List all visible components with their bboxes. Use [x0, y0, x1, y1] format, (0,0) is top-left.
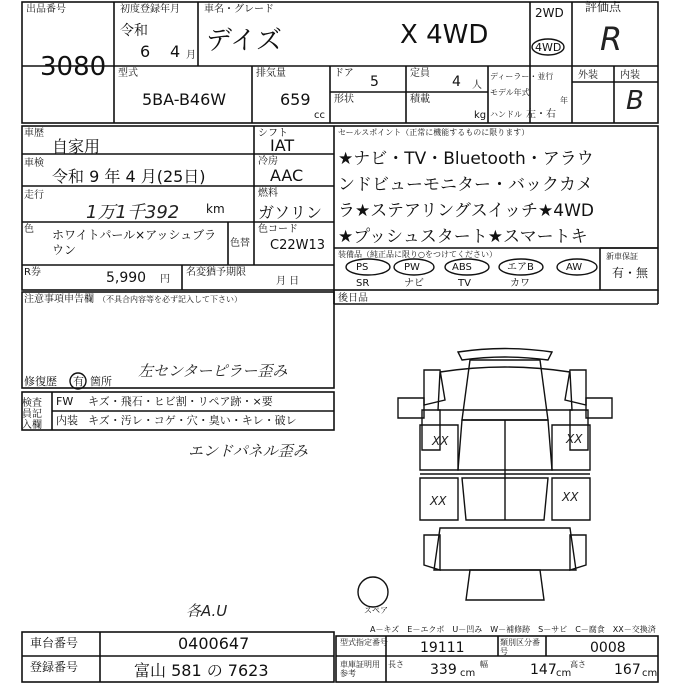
- color: ホワイトパール×アッシュブラウン: [52, 228, 217, 257]
- model-name-label: 車名・グレード: [204, 4, 274, 15]
- fuel-label: 燃料: [258, 188, 278, 199]
- displacement-unit: cc: [314, 110, 325, 121]
- model-code: 5BA-B46W: [142, 90, 227, 109]
- year-unit: 年: [560, 96, 568, 105]
- equip-code-aw: AW: [566, 262, 583, 273]
- notes-label: 注意事項申告欄: [24, 294, 94, 305]
- mileage-unit: km: [206, 202, 225, 216]
- equip-name-leather: カワ: [510, 278, 530, 289]
- chassis-label: 車台番号: [30, 636, 79, 650]
- equip-code-pw: PW: [404, 262, 420, 273]
- model-code-label: 型式: [118, 68, 138, 79]
- interior-label: 内装: [620, 70, 640, 81]
- mileage-label: 走行: [24, 190, 44, 201]
- model-designation: 19111: [420, 640, 465, 656]
- first-reg-month: 4: [170, 42, 181, 61]
- category-label: 類別区分番号: [500, 638, 540, 656]
- displacement: 659: [280, 90, 311, 109]
- fw-items: キズ・飛石・ヒビ割・リペア跡・×要: [88, 395, 273, 408]
- damage-mark: XX: [562, 490, 579, 504]
- first-reg-label: 初度登録年月: [120, 4, 180, 15]
- length: 339: [430, 662, 457, 678]
- usage: 自家用: [52, 137, 101, 156]
- displacement-label: 排気量: [256, 68, 286, 79]
- score: R: [600, 20, 623, 58]
- expiry-label: 名変猶予期限: [186, 267, 246, 278]
- equip-name-sr: SR: [356, 278, 370, 289]
- score-label: 評価点: [585, 0, 622, 14]
- handle-label: ハンドル: [490, 110, 522, 119]
- cert-label: 車庫証明用参考: [340, 660, 380, 678]
- model-designation-label: 型式指定番号: [340, 638, 388, 647]
- new-warranty-label: 新車保証: [606, 252, 638, 261]
- drive-label: 2WD: [535, 6, 564, 20]
- capacity-label: 定員: [410, 68, 430, 79]
- equip-name-navi: ナビ: [404, 278, 424, 289]
- load-label: 積載: [410, 94, 430, 105]
- equip-name-tv: TV: [458, 278, 471, 289]
- usage-label: 車歴: [24, 128, 44, 139]
- selling-point-line-4: ★プッシュスタート★スマートキ: [338, 227, 588, 247]
- interior-inspect-label: 内装: [56, 414, 78, 427]
- car-diagram: [358, 349, 612, 608]
- ac: AAC: [270, 166, 304, 185]
- width-label: 幅: [480, 660, 488, 669]
- fw-label: FW: [56, 395, 74, 408]
- height-label: 高さ: [570, 660, 586, 669]
- lot-number: 3080: [40, 52, 107, 82]
- shape-label: 形状: [334, 94, 354, 105]
- model-name: デイズ: [206, 26, 282, 56]
- handle-value: 左・右: [526, 109, 556, 120]
- first-reg-year: 6: [140, 42, 151, 61]
- exterior-label: 外装: [578, 70, 598, 81]
- reg-number: 富山 581 の 7623: [134, 661, 269, 680]
- fuel: ガソリン: [258, 203, 323, 222]
- load-unit: kg: [474, 110, 487, 121]
- repair-location-label: 箇所: [90, 375, 112, 388]
- mileage: 1万1千392: [86, 202, 180, 223]
- inspection-value: 令和 9 年 4 月(25日): [52, 167, 206, 186]
- color-change-label: 色替: [230, 238, 250, 249]
- doors-label: ドア: [334, 68, 354, 79]
- spare-label: スペア: [364, 606, 388, 615]
- shift: IAT: [270, 136, 295, 155]
- drive-selected: 4WD: [535, 41, 562, 54]
- new-warranty-value: 有・無: [612, 266, 649, 280]
- selling-point-line-1: ★ナビ・TV・Bluetooth・アラウ: [338, 149, 594, 169]
- era: 令和: [120, 23, 148, 39]
- height: 167: [614, 662, 641, 678]
- model-year-label: モデル年式: [490, 88, 530, 97]
- repair-location: 左センターピラー歪み: [138, 362, 288, 380]
- ac-label: 冷房: [258, 156, 278, 167]
- damage-mark: XX: [432, 434, 449, 448]
- equip-code-airbag: エアB: [507, 262, 534, 273]
- capacity-unit: 人: [472, 80, 482, 91]
- repair-value: 有: [73, 375, 84, 388]
- grade: X 4WD: [400, 20, 489, 50]
- equip-code-ps: PS: [356, 262, 369, 273]
- shift-label: シフト: [258, 128, 288, 139]
- dealer-label: ディーラー・並行: [490, 72, 554, 81]
- notes-sublabel: （不具合内容等を必ず記入して下さい）: [98, 295, 242, 304]
- recycle-label: R券: [24, 267, 41, 278]
- color-code: C22W13: [270, 238, 326, 253]
- interior-items: キズ・汚レ・コゲ・穴・臭い・キレ・破レ: [88, 414, 297, 427]
- month-unit: 月: [186, 50, 196, 61]
- handwritten-note-2: 各A.U: [186, 602, 228, 620]
- recycle-value: 5,990: [106, 270, 147, 286]
- width: 147: [530, 662, 557, 678]
- recycle-unit: 円: [160, 274, 170, 285]
- reg-label: 登録番号: [30, 660, 79, 674]
- expiry-unit: 月 日: [276, 276, 300, 287]
- length-unit: cm: [460, 668, 476, 679]
- doors: 5: [370, 74, 379, 90]
- selling-point-line-3: ラ★ステアリングスイッチ★4WD: [338, 201, 594, 221]
- inspection-label: 車検: [24, 158, 44, 169]
- height-unit: cm: [642, 668, 658, 679]
- capacity: 4: [452, 74, 461, 90]
- chassis-number: 0400647: [178, 634, 250, 653]
- selling-points-label: セールスポイント（正常に機能するものに限ります）: [338, 128, 530, 137]
- width-unit: cm: [556, 668, 572, 679]
- lot-label: 出品番号: [26, 4, 66, 15]
- equipment-label: 装備品（純正品に限り○をつけてください）: [338, 250, 497, 259]
- damage-legend: A－キズ E－エクボ U－凹み W－補修跡 S－サビ C－腐食 XX－交換済: [370, 625, 656, 634]
- selling-point-line-2: ンドビューモニター・バックカメ: [338, 175, 593, 195]
- color-label: 色: [24, 224, 34, 235]
- length-label: 長さ: [388, 660, 404, 669]
- equip-code-abs: ABS: [452, 262, 472, 273]
- color-code-label: 色コード: [258, 224, 298, 235]
- interior-score: B: [626, 86, 644, 116]
- later-items-label: 後日品: [338, 293, 368, 304]
- repair-label: 修復歴: [24, 375, 57, 388]
- handwritten-note-1: エンドパネル歪み: [188, 442, 308, 460]
- inspector-label: 検査員記入欄: [22, 398, 42, 431]
- category: 0008: [590, 640, 626, 656]
- damage-mark: XX: [566, 432, 583, 446]
- damage-mark: XX: [430, 494, 447, 508]
